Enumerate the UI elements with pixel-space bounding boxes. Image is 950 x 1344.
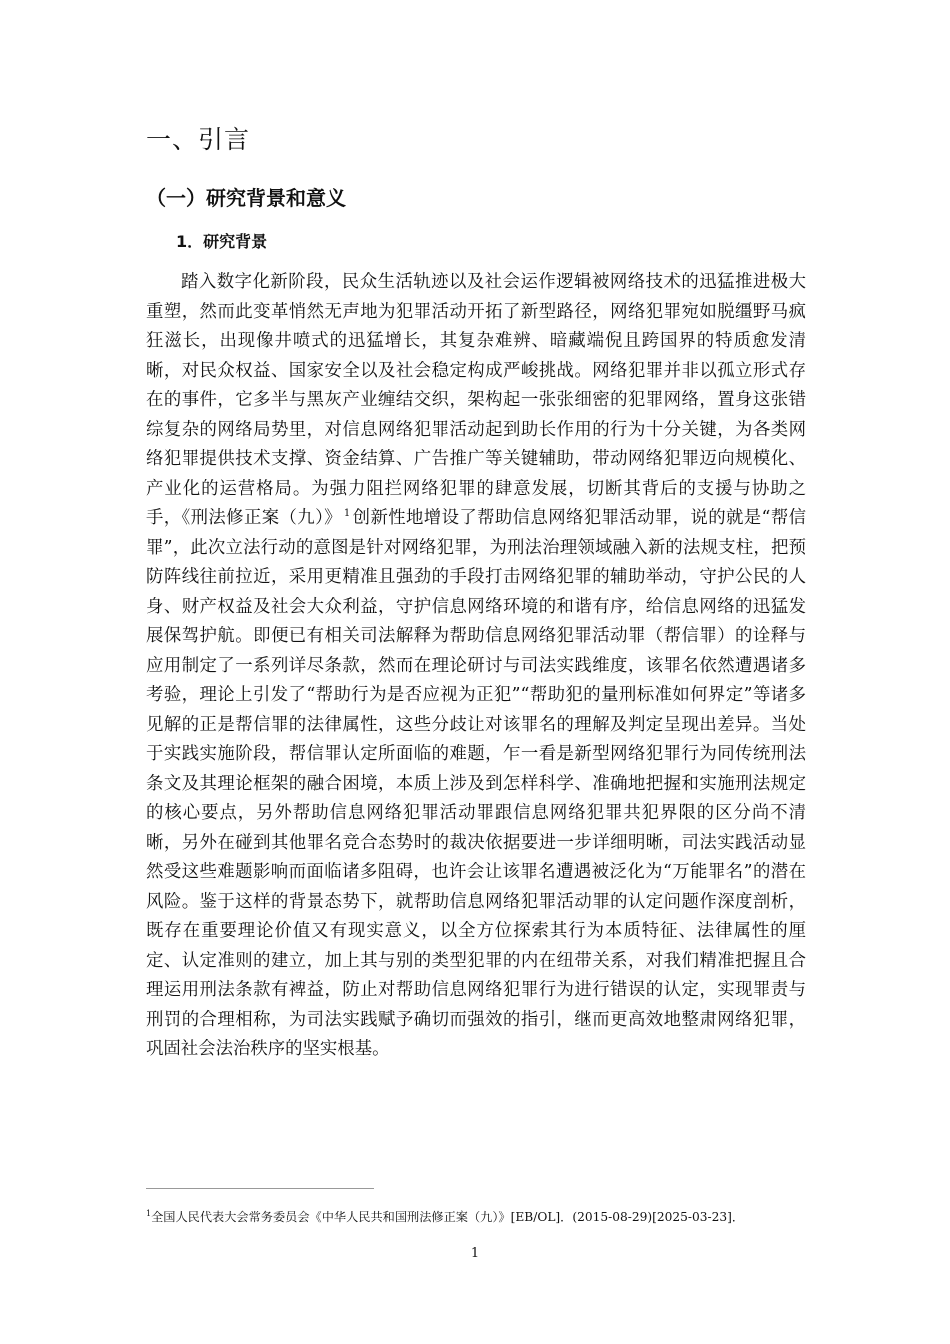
paragraph-text-part-2: 创新性地增设了帮助信息网络犯罪活动罪，说的就是“帮信罪”，此次立法行动的意图是针对网络犯罪，为刑法治理领域融入新的法规支柱，把预防阵线往前拉近，采用更精准且强劲的手段打击网络犯罪的辅助举动，守护公民的人身、财产权益及社会大众利益，守护信息网络环境的和谐有序，给信息网络的迅猛发展保驾护航。即便已有相关司法解释为帮助信息网络犯罪活动罪（帮信罪）的诠释与应用制定了一系列详尽条款，然而在理论研讨与司法实践维度，该罪名依然遭遇诸多考验，理论上引发了“帮助行为是否应视为正犯”“帮助犯的量刑标准如何界定”等诸多见解的正是帮信罪的法律属性，这些分歧让对该罪名的理解及判定呈现出差异。当处于实践实施阶段，帮信罪认定所面临的难题，乍一看是新型网络犯罪行为同传统刑法条文及其理论框架的融合困境，本质上涉及到怎样科学、准确地把握和实施刑法规定的核心要点，另外帮助信息网络犯罪活动罪跟信息网络犯罪共犯界限的区分尚不清晰，另外在碰到其他罪名竞合态势时的裁决依据要进一步详细明晰，司法实践活动显然受这些难题影响而面临诸多阻碍，也许会让该罪名遭遇被泛化为“万能罪名”的潜在风险。鉴于这样的背景态势下，就帮助信息网络犯罪活动罪的认定问题作深度剖析，既存在重要理论价值又有现实意义，以全方位探索其行为本质特征、法律属性的厘定、认定准则的建立，加上其与别的类型犯罪的内在纽带关系，对我们精准把握且合理运用刑法条款有裨益，防止对帮助信息网络犯罪行为进行错误的认定，实现罪责与刑罚的合理相称，为司法实践赋予确切而强效的指引，继而更高效地整肃网络犯罪，巩固社会法治秩序的坚实根基。 [146, 508, 806, 1059]
subsubsection-heading: 1．研究背景 [176, 232, 268, 251]
footnote-divider [146, 1188, 374, 1189]
subsection-heading: （一）研究背景和意义 [146, 186, 346, 210]
body-paragraph [146, 268, 806, 1065]
footnote-mark: 1 [146, 1208, 152, 1218]
section-heading: 一、引言 [146, 125, 251, 154]
footnote-text: 全国人民代表大会常务委员会《中华人民共和国刑法修正案（九）》[EB/OL]．(2015-08-29)[2025-03-23]． [151, 1210, 745, 1224]
page-number: 1 [470, 1246, 480, 1261]
footnote [146, 1209, 826, 1225]
paragraph-text-part-1: 踏入数字化新阶段，民众生活轨迹以及社会运作逻辑被网络技术的迅猛推进极大重塑，然而此变革悄然无声地为犯罪活动开拓了新型路径，网络犯罪宛如脱缰野马疯狂滋长，出现像井喷式的迅猛增长，其复杂难辨、暗藏端倪且跨国界的特质愈发清晰，对民众权益、国家安全以及社会稳定构成严峻挑战。网络犯罪并非以孤立形式存在的事件，它多半与黑灰产业缠结交织，架构起一张张细密的犯罪网络，置身这张错综复杂的网络局势里，对信息网络犯罪活动起到助长作用的行为十分关键，为各类网络犯罪提供技术支撑、资金结算、广告推广等关键辅助，带动网络犯罪迈向规模化、产业化的运营格局。为强力阻拦网络犯罪的肆意发展，切断其背后的支援与协助之手，《刑法修正案（九）》 [146, 272, 806, 528]
footnote-reference[interactable]: 1 [343, 508, 351, 520]
